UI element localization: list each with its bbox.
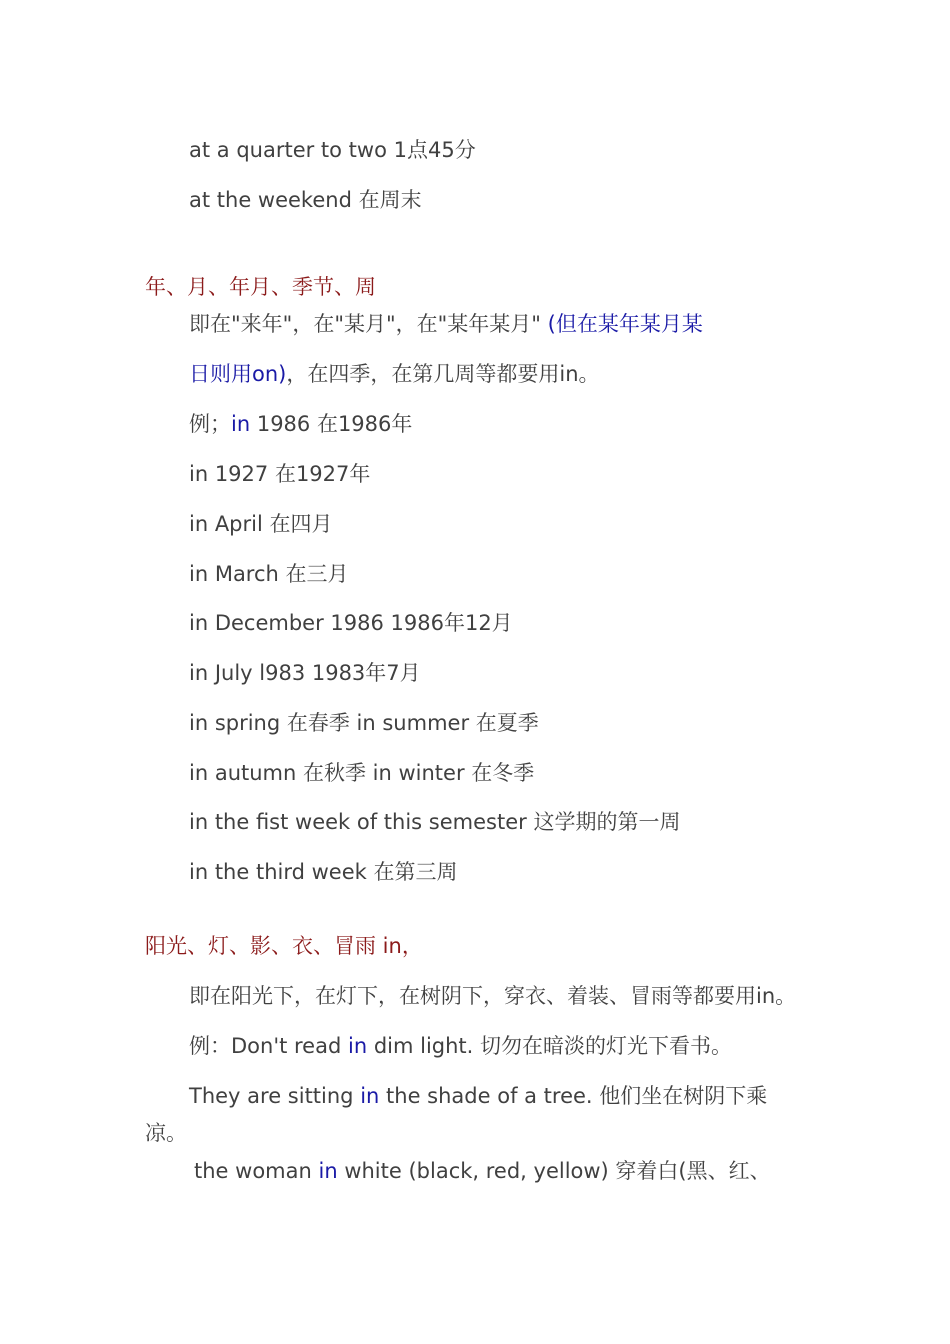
example-text: dim light. 切勿在暗淡的灯光下看书。 bbox=[367, 1034, 733, 1058]
example-prefix: 例； bbox=[189, 412, 231, 436]
example-line bbox=[189, 410, 412, 438]
preposition-highlight: in bbox=[231, 412, 251, 436]
section-heading: 年、月、年月、季节、周 bbox=[145, 275, 376, 299]
intro-note: (但在某年某月某 bbox=[547, 312, 703, 336]
text-line: at a quarter to two 1点45分 bbox=[189, 138, 476, 162]
preposition-highlight: in bbox=[347, 1034, 368, 1058]
intro-line bbox=[189, 310, 703, 338]
example-item: in March 在三月 bbox=[189, 562, 349, 586]
intro-text: ，在四季，在第几周等都要用in。 bbox=[286, 362, 600, 386]
preposition-highlight: in bbox=[360, 1084, 380, 1108]
example-item: in July l983 1983年7月 bbox=[189, 661, 421, 685]
example-text: 例：Don't read bbox=[189, 1034, 348, 1058]
example-line bbox=[189, 1032, 732, 1060]
example-continuation: 凉。 bbox=[145, 1121, 187, 1145]
example-text: the shade of a tree. 他们坐在树阴下乘 bbox=[379, 1084, 768, 1108]
example-item: in 1927 在1927年 bbox=[189, 462, 371, 486]
example-text: 1986 在1986年 bbox=[250, 412, 413, 436]
preposition-highlight: in bbox=[318, 1159, 338, 1183]
example-text: the woman bbox=[194, 1159, 319, 1183]
intro-line bbox=[189, 360, 600, 388]
example-item: in the third week 在第三周 bbox=[189, 860, 458, 884]
example-text: They are sitting bbox=[189, 1084, 361, 1108]
example-text: white (black, red, yellow) 穿着白(黑、红、 bbox=[337, 1159, 771, 1183]
example-item: in December 1986 1986年12月 bbox=[189, 611, 513, 635]
example-line bbox=[189, 1082, 767, 1110]
text-line: at the weekend 在周末 bbox=[189, 188, 422, 212]
example-item: in April 在四月 bbox=[189, 512, 333, 536]
example-item: in the fist week of this semester 这学期的第一周 bbox=[189, 810, 681, 834]
example-line bbox=[194, 1157, 771, 1185]
intro-line: 即在阳光下，在灯下，在树阴下，穿衣、着装、冒雨等都要用in。 bbox=[189, 984, 797, 1008]
example-item: in spring 在春季 in summer 在夏季 bbox=[189, 711, 539, 735]
intro-text: 即在"来年"，在"某月"，在"某年某月" bbox=[189, 312, 548, 336]
example-item: in autumn 在秋季 in winter 在冬季 bbox=[189, 761, 535, 785]
intro-note: 日则用on) bbox=[189, 362, 287, 386]
section-heading: 阳光、灯、影、衣、冒雨 in， bbox=[145, 934, 423, 958]
